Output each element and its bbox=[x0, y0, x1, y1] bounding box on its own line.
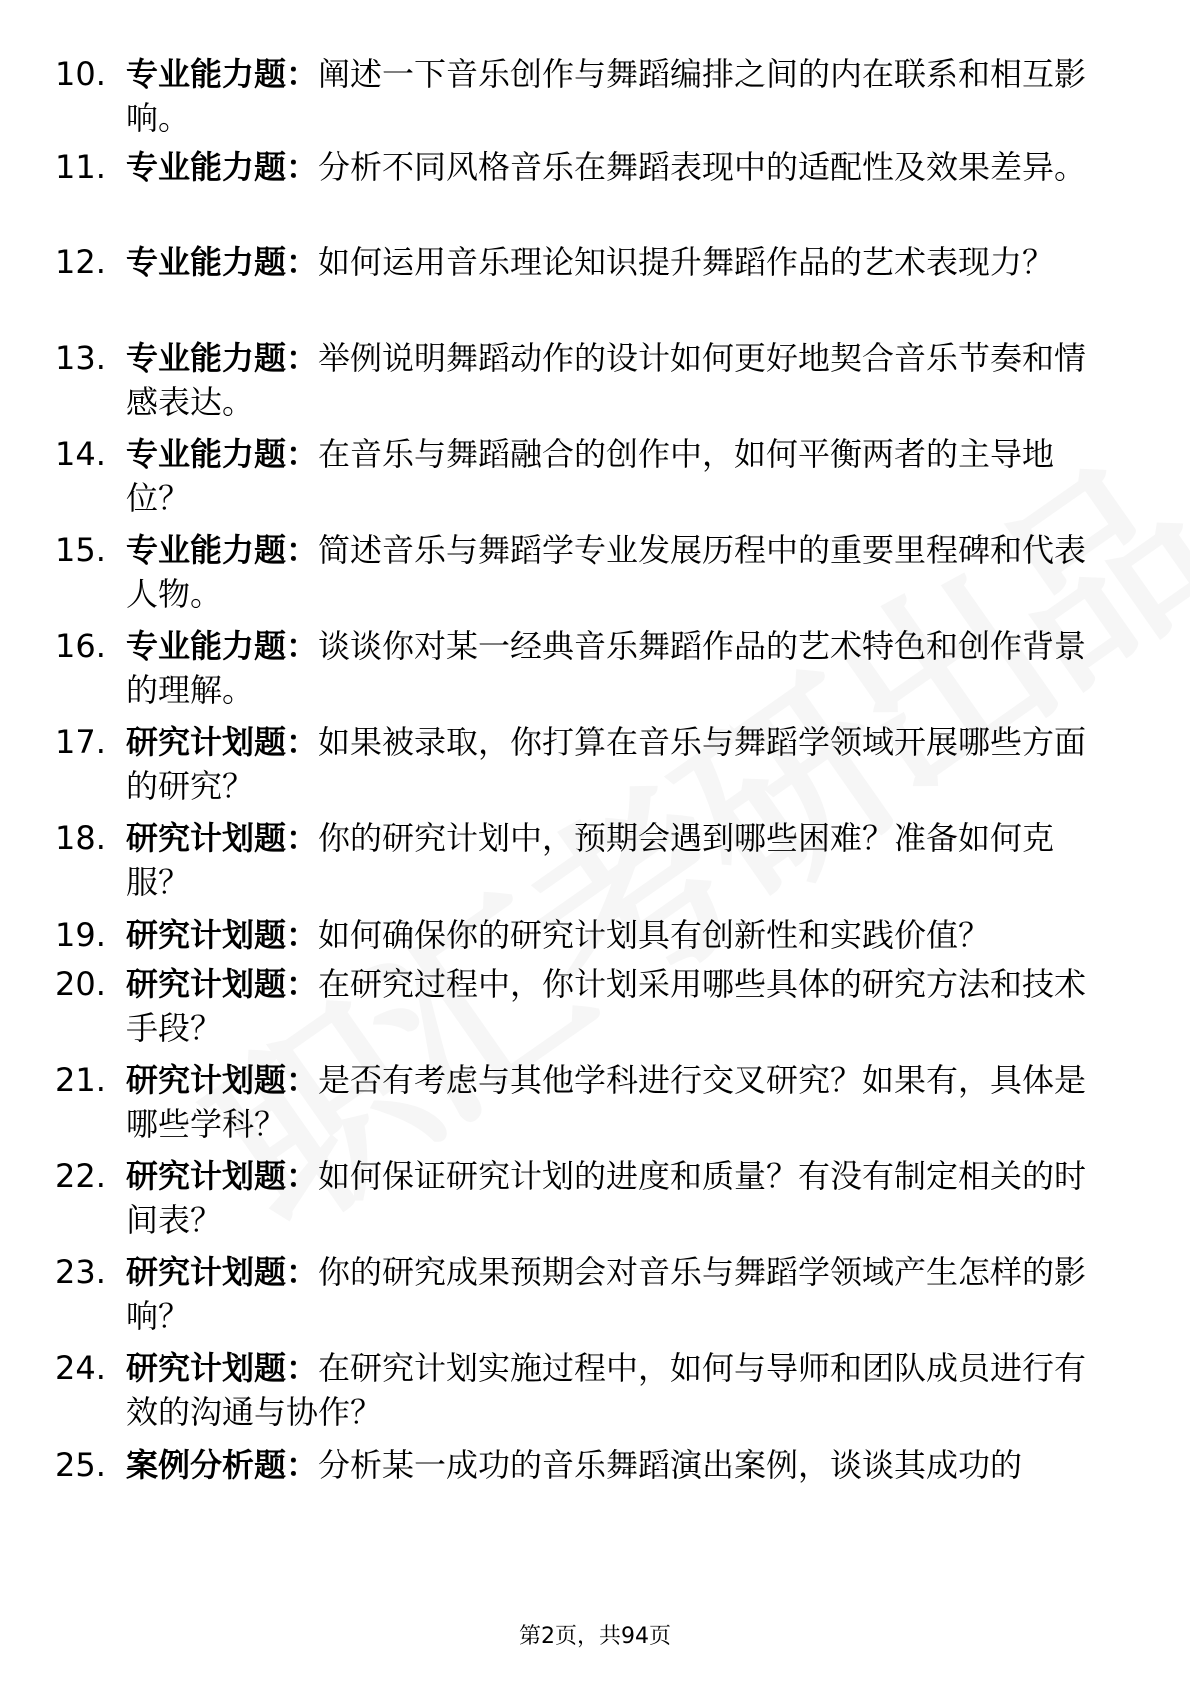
question-number: 15. bbox=[55, 531, 106, 569]
question-body bbox=[126, 816, 1116, 904]
question-text: 阐述一下音乐创作与舞蹈编排之间的内在联系和相互影响。 bbox=[126, 55, 1087, 137]
question-category: 研究计划题： bbox=[126, 819, 319, 857]
question-body bbox=[126, 913, 1116, 957]
question-category: 研究计划题： bbox=[126, 916, 319, 954]
question-category: 专业能力题： bbox=[126, 55, 319, 93]
question-number: 24. bbox=[55, 1349, 106, 1387]
question-number: 17. bbox=[55, 723, 106, 761]
question-number: 18. bbox=[55, 819, 106, 857]
question-body bbox=[126, 962, 1116, 1050]
question-category: 专业能力题： bbox=[126, 435, 319, 473]
question-number: 13. bbox=[55, 339, 106, 377]
question-text: 谈谈你对某一经典音乐舞蹈作品的艺术特色和创作背景的理解。 bbox=[126, 627, 1087, 709]
question-body bbox=[126, 1443, 1116, 1487]
question-number: 14. bbox=[55, 435, 106, 473]
question-body bbox=[126, 1346, 1116, 1434]
question-category: 研究计划题： bbox=[126, 1253, 319, 1291]
question-body bbox=[126, 720, 1116, 808]
question-number: 22. bbox=[55, 1157, 106, 1195]
question-number: 23. bbox=[55, 1253, 106, 1291]
question-number: 12. bbox=[55, 243, 106, 281]
question-category: 研究计划题： bbox=[126, 1061, 319, 1099]
question-category: 研究计划题： bbox=[126, 965, 319, 1003]
question-number: 21. bbox=[55, 1061, 106, 1099]
question-body bbox=[126, 432, 1116, 520]
question-body bbox=[126, 1058, 1116, 1146]
question-text: 举例说明舞蹈动作的设计如何更好地契合音乐节奏和情感表达。 bbox=[126, 339, 1087, 421]
question-text: 分析某一成功的音乐舞蹈演出案例，谈谈其成功的 bbox=[318, 1446, 1023, 1484]
question-body bbox=[126, 240, 1116, 284]
question-text: 分析不同风格音乐在舞蹈表现中的适配性及效果差异。 bbox=[318, 148, 1087, 186]
question-number: 20. bbox=[55, 965, 106, 1003]
question-category: 研究计划题： bbox=[126, 1349, 319, 1387]
question-body bbox=[126, 336, 1116, 424]
question-number: 19. bbox=[55, 916, 106, 954]
question-text: 如何保证研究计划的进度和质量？有没有制定相关的时间表？ bbox=[126, 1157, 1087, 1239]
question-text: 你的研究成果预期会对音乐与舞蹈学领域产生怎样的影响？ bbox=[126, 1253, 1087, 1335]
question-body bbox=[126, 624, 1116, 712]
question-text: 如果被录取，你打算在音乐与舞蹈学领域开展哪些方面的研究？ bbox=[126, 723, 1087, 805]
question-number: 11. bbox=[55, 148, 106, 186]
question-category: 研究计划题： bbox=[126, 1157, 319, 1195]
question-category: 研究计划题： bbox=[126, 723, 319, 761]
question-category: 专业能力题： bbox=[126, 627, 319, 665]
question-body bbox=[126, 528, 1116, 616]
question-number: 10. bbox=[55, 55, 106, 93]
question-number: 16. bbox=[55, 627, 106, 665]
question-category: 专业能力题： bbox=[126, 243, 319, 281]
question-category: 专业能力题： bbox=[126, 531, 319, 569]
question-text: 你的研究计划中，预期会遇到哪些困难？准备如何克服？ bbox=[126, 819, 1055, 901]
question-category: 专业能力题： bbox=[126, 148, 319, 186]
question-text: 如何确保你的研究计划具有创新性和实践价值？ bbox=[318, 916, 991, 954]
question-number: 25. bbox=[55, 1446, 106, 1484]
question-body bbox=[126, 1250, 1116, 1338]
question-text: 简述音乐与舞蹈学专业发展历程中的重要里程碑和代表人物。 bbox=[126, 531, 1087, 613]
question-body bbox=[126, 145, 1116, 189]
question-body bbox=[126, 52, 1116, 140]
question-text: 是否有考虑与其他学科进行交叉研究？如果有，具体是哪些学科？ bbox=[126, 1061, 1087, 1143]
question-body bbox=[126, 1154, 1116, 1242]
question-text: 在研究过程中，你计划采用哪些具体的研究方法和技术手段？ bbox=[126, 965, 1087, 1047]
page-number: 第2页，共94页 bbox=[519, 1624, 671, 1649]
question-category: 案例分析题： bbox=[126, 1446, 319, 1484]
question-text: 在音乐与舞蹈融合的创作中，如何平衡两者的主导地位？ bbox=[126, 435, 1055, 517]
question-text: 如何运用音乐理论知识提升舞蹈作品的艺术表现力？ bbox=[318, 243, 1055, 281]
question-category: 专业能力题： bbox=[126, 339, 319, 377]
question-text: 在研究计划实施过程中，如何与导师和团队成员进行有效的沟通与协作？ bbox=[126, 1349, 1087, 1431]
